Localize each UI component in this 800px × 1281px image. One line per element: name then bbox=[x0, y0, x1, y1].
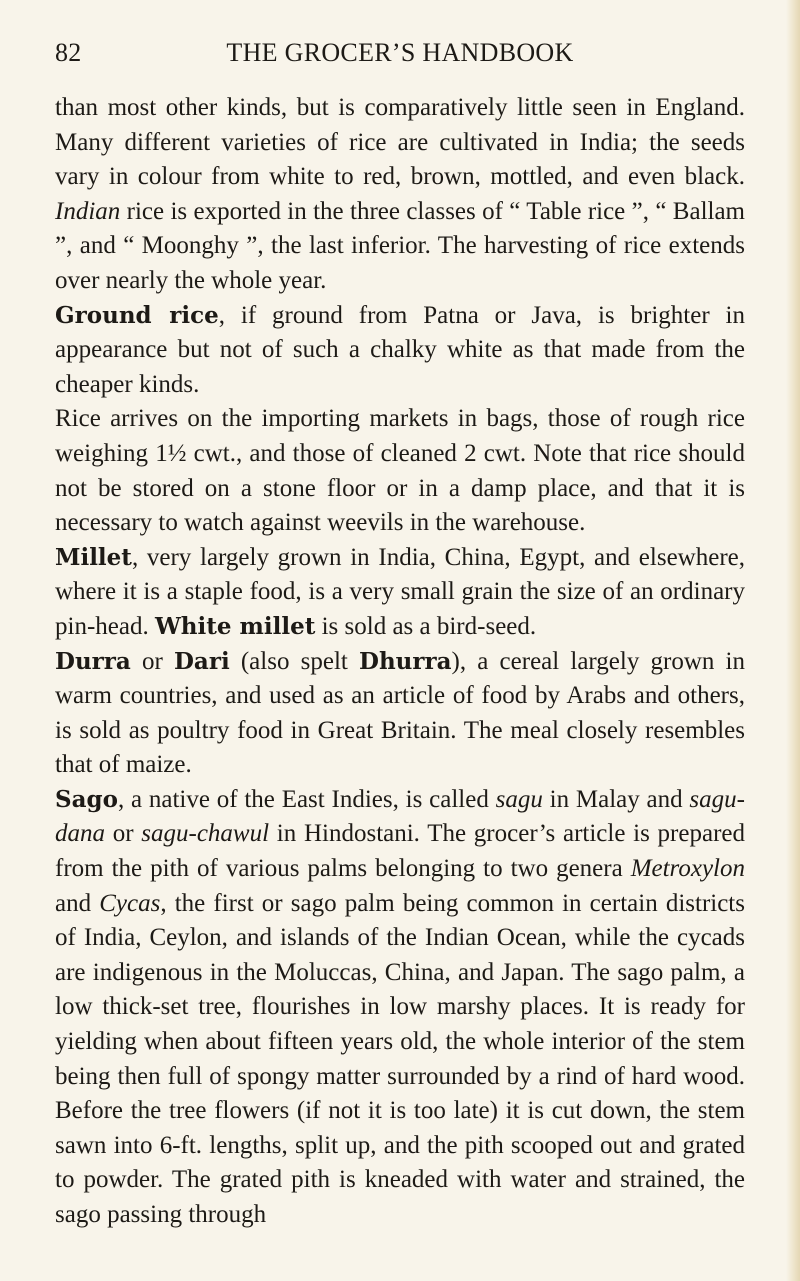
text-run: in Hindostani. The grocer’s article is prepared from the pith of various palms belonging to two genera bbox=[55, 820, 745, 883]
italic-term: sagu bbox=[495, 785, 543, 813]
page-number: 82 bbox=[55, 38, 82, 67]
text-run: rice is exported in the three classes of “ Table rice ”, “ Ballam ”, and “ Moonghy ”, the last inferior. The harvesting of rice extends over nearly the whole year. bbox=[55, 197, 745, 294]
bold-term: Millet bbox=[55, 543, 132, 571]
paragraph bbox=[55, 541, 745, 645]
text-run: (also spelt bbox=[229, 647, 360, 675]
page-header bbox=[55, 38, 745, 78]
italic-term: sagu-dana bbox=[55, 785, 745, 848]
paragraph bbox=[55, 645, 745, 783]
text-run: or bbox=[130, 647, 174, 675]
text-run: ), a cereal largely grown in warm countries, and used as an article of food by Arabs and others, is sold as poultry food in Great Britain. The meal closely resembles that of maize. bbox=[55, 647, 745, 779]
body-text bbox=[55, 91, 745, 1233]
paragraph bbox=[55, 299, 745, 403]
italic-term: Indian bbox=[55, 197, 121, 225]
italic-term: Metroxylon bbox=[630, 855, 745, 883]
text-run: is sold as a bird-seed. bbox=[315, 612, 537, 640]
text-run: , the first or sago palm being common in certain districts of India, Ceylon, and islands of the Indian Ocean, while the cycads are indigenous in the Moluccas, China, and Japan. The sago palm, a low thick-set tree, flourishes in low marshy places. It is ready for yielding when about fifteen years old, the whole interior of the stem being then full of spongy matter surrounded by a rind of hard wood. Before the tree flowers (if not it is too late) it is cut down, the stem sawn into 6-ft. lengths, split up, and the pith scooped out and grated to powder. The grated pith is kneaded with water and strained, the sago passing through bbox=[55, 889, 745, 1228]
text-run: or bbox=[105, 820, 142, 848]
text-run: than most other kinds, but is comparatively little seen in England. Many different varieties of rice are cultivated in India; the seeds vary in colour from white to red, brown, mottled, and even black. bbox=[55, 94, 745, 191]
page-edge-shading bbox=[786, 0, 800, 1281]
text-run: and bbox=[55, 889, 100, 917]
italic-term: sagu-chawul bbox=[141, 820, 270, 848]
bold-term: White millet bbox=[154, 612, 316, 640]
bold-term: Ground rice bbox=[55, 301, 219, 329]
bold-term: Durra bbox=[55, 647, 131, 675]
text-run: Rice arrives on the importing markets in bags, those of rough rice weighing 1½ cwt., and those of cleaned 2 cwt. Note that rice should not be stored on a stone floor or in a damp place, and that it is necessary to watch against weevils in the warehouse. bbox=[55, 405, 745, 537]
paragraph bbox=[55, 402, 745, 540]
text-run: , very largely grown in India, China, Egypt, and elsewhere, where it is a staple food, is a very small grain the size of an ordinary pin-head. bbox=[55, 543, 745, 640]
paragraph bbox=[55, 783, 745, 1233]
text-run: in Malay and bbox=[542, 785, 690, 813]
bold-term: Dari bbox=[173, 647, 230, 675]
paragraph bbox=[55, 91, 745, 299]
italic-term: Cycas bbox=[99, 889, 161, 917]
bold-term: Dhurra bbox=[359, 647, 452, 675]
bold-term: Sago bbox=[55, 785, 118, 813]
text-run: , a native of the East Indies, is called bbox=[117, 785, 496, 813]
text-run: , if ground from Patna or Java, is brighter in appearance but not of such a chalky white as that made from the cheaper kinds. bbox=[55, 301, 745, 398]
running-title: THE GROCER’S HANDBOOK bbox=[226, 38, 574, 67]
